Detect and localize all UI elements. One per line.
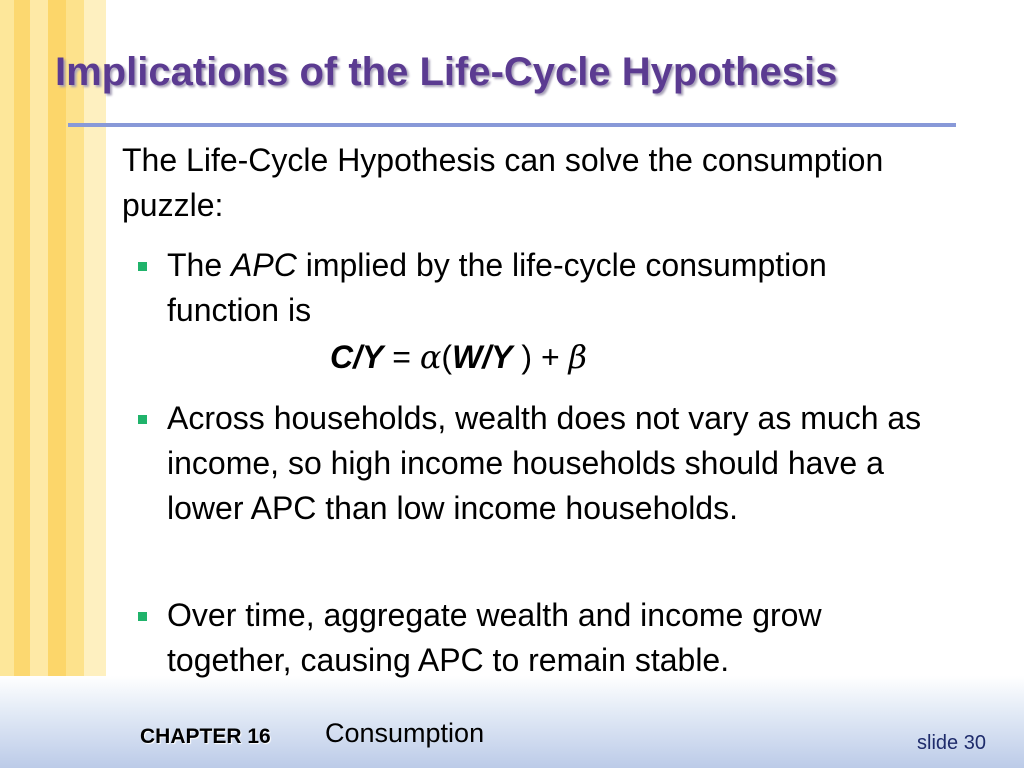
- bullet-text: The APC implied by the life-cycle consumption function is: [167, 247, 827, 328]
- chapter-label: CHAPTER 16: [140, 725, 271, 748]
- bullet-item-households: [138, 396, 938, 531]
- slide-number: slide 30: [917, 732, 986, 754]
- bullet-text: Across households, wealth does not vary as much as income, so high income households should have a lower APC than low income households.: [167, 400, 922, 526]
- chapter-name: Consumption: [325, 718, 485, 748]
- beta-symbol: β: [568, 338, 588, 376]
- bullet-square-icon: [138, 612, 147, 621]
- formula: C/Y = α(W/Y ) + β: [330, 338, 588, 376]
- bullet-item-over-time: [138, 593, 938, 683]
- alpha-symbol: α: [419, 338, 442, 376]
- apc-emphasis: APC: [231, 247, 297, 283]
- title-divider: [68, 123, 956, 127]
- decorative-stripes: [0, 0, 106, 768]
- bullet-square-icon: [138, 262, 147, 271]
- footer-gradient: [0, 676, 1024, 768]
- slide-title: Implications of the Life-Cycle Hypothesis: [55, 50, 838, 94]
- bullet-square-icon: [138, 415, 147, 424]
- formula-ratio: W/Y: [452, 339, 513, 375]
- formula-lhs: C/Y: [330, 339, 384, 375]
- bullet-text: Over time, aggregate wealth and income grow together, causing APC to remain stable.: [167, 597, 822, 678]
- intro-text: The Life-Cycle Hypothesis can solve the consumption puzzle:: [122, 142, 884, 223]
- bullet-item-apc: [138, 243, 938, 333]
